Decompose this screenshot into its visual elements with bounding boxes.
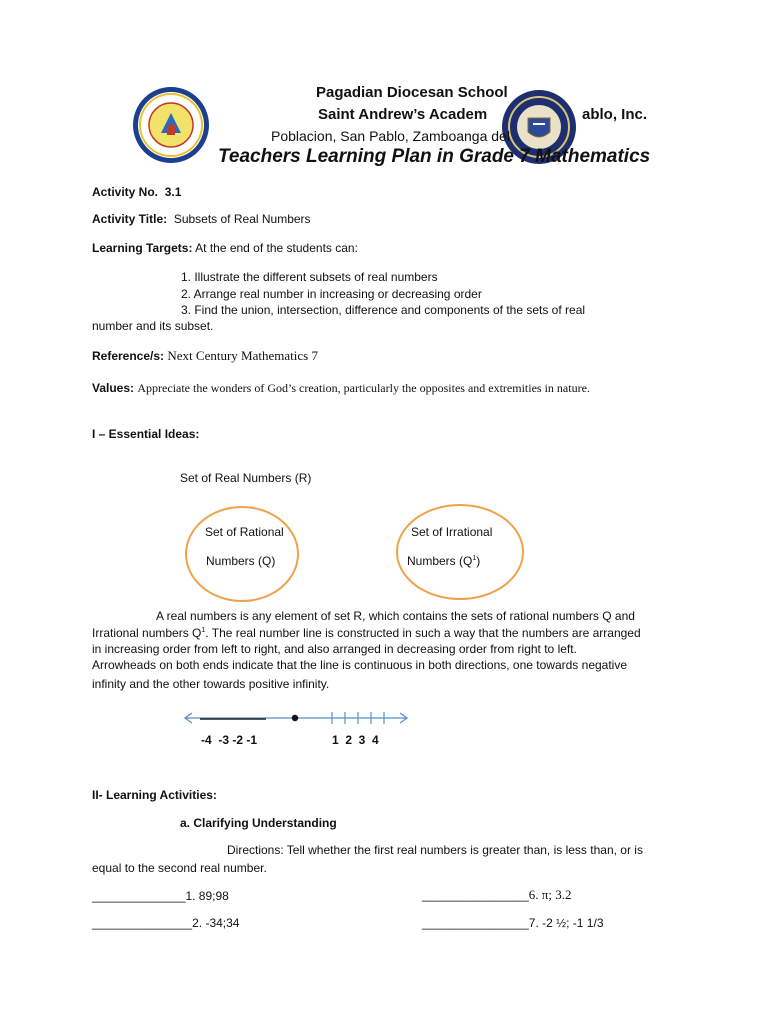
- learning-activities-heading: II- Learning Activities:: [92, 788, 217, 802]
- values: Values: Appreciate the wonders of God’s creation, particularly the opposites and extremities in nature.: [92, 381, 590, 395]
- reference: Reference/s: Next Century Mathematics 7: [92, 348, 318, 363]
- irrational-set-oval: [396, 504, 524, 600]
- paragraph-line-5: infinity and the other towards positive infinity.: [92, 677, 330, 691]
- exercise-item-1: ______________1. 89;98: [92, 889, 229, 903]
- exercise-item-2: _______________2. -34;34: [92, 916, 240, 930]
- rational-set-label-2: Numbers (Q): [206, 554, 276, 568]
- clarifying-understanding-heading: a. Clarifying Understanding: [180, 816, 337, 830]
- learning-targets: Learning Targets: At the end of the students can:: [92, 241, 358, 255]
- target-3a: 3. Find the union, intersection, difference and components of the sets of real: [181, 303, 586, 317]
- school-address: Poblacion, San Pablo, Zamboanga del: [271, 128, 510, 144]
- school-name: Pagadian Diocesan School: [316, 84, 508, 101]
- paragraph-line-2: Irrational numbers $Q^1$. The real number line is constructed in such a way that the numbers are arranged: [92, 626, 641, 640]
- school-seal-left-icon: [131, 85, 211, 165]
- paragraph-line-3: in increasing order from left to right, and also arranged in decreasing order from right to left.: [92, 642, 577, 656]
- number-line: [182, 706, 412, 730]
- irrational-set-label-1: Set of Irrational: [411, 525, 493, 539]
- exercise-item-6: ________________6. π; 3.2: [422, 887, 572, 902]
- target-3b: number and its subset.: [92, 319, 214, 333]
- target-2: 2. Arrange real number in increasing or decreasing order: [181, 287, 482, 301]
- set-real-label: Set of Real Numbers (R): [180, 471, 312, 485]
- activity-number: Activity No. 3.1: [92, 185, 182, 199]
- paragraph-line-1: A real numbers is any element of set R, which contains the sets of rational numbers Q and: [156, 609, 635, 623]
- exercise-item-7: ________________7. -2 ½; -1 1/3: [422, 916, 604, 930]
- paragraph-line-4: Arrowheads on both ends indicate that the line is continuous in both directions, one towards negative: [92, 658, 628, 672]
- directions-line-1: Directions: Tell whether the first real numbers is greater than, is less than, or is: [227, 843, 643, 857]
- essential-ideas-heading: I – Essential Ideas:: [92, 427, 200, 441]
- directions-line-2: equal to the second real number.: [92, 861, 267, 875]
- document-title: Teachers Learning Plan in Grade 7 Mathematics: [218, 146, 651, 167]
- target-1: 1. Illustrate the different subsets of real numbers: [181, 270, 438, 284]
- academy-name-left: Saint Andrew’s Academ: [318, 106, 488, 123]
- negative-labels: -4 -3 -2 -1: [201, 733, 258, 747]
- activity-title: Activity Title: Subsets of Real Numbers: [92, 212, 311, 226]
- irrational-set-label-2: Numbers $(Q^1)$: [407, 554, 481, 568]
- positive-labels: 1 2 3 4: [332, 733, 379, 747]
- academy-name-right: ablo, Inc.: [582, 106, 648, 123]
- rational-set-label-1: Set of Rational: [205, 525, 284, 539]
